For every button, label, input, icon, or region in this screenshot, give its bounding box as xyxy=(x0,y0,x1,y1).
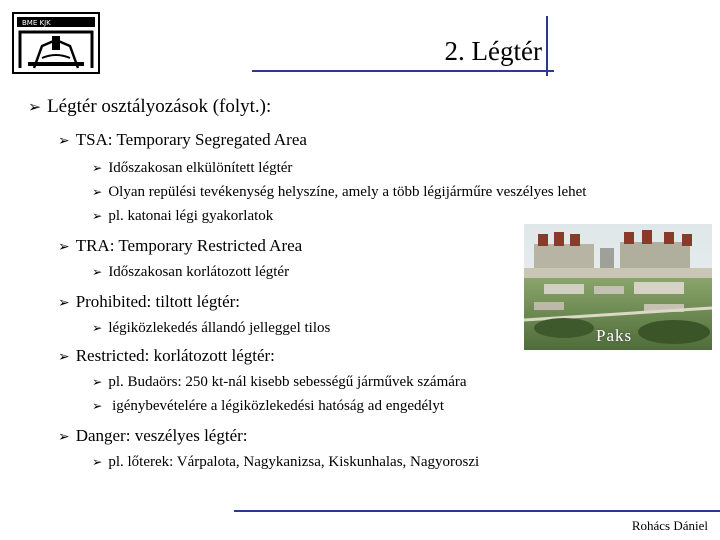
list-item xyxy=(92,454,479,471)
list-item xyxy=(58,292,240,312)
arrow-bullet-icon: ➢ xyxy=(92,375,103,389)
arrow-bullet-icon: ➢ xyxy=(58,429,70,445)
list-item xyxy=(92,184,586,201)
bullet-text: pl. Budaörs: 250 kt-nál kisebb sebességű járművek számára xyxy=(108,374,467,390)
list-item xyxy=(58,130,307,150)
list-item xyxy=(92,208,273,225)
list-item xyxy=(92,398,444,415)
list-item xyxy=(92,374,467,391)
arrow-bullet-icon: ➢ xyxy=(58,295,70,311)
arrow-bullet-icon: ➢ xyxy=(92,399,103,413)
list-item xyxy=(92,264,289,281)
arrow-bullet-icon: ➢ xyxy=(58,349,70,365)
author-name: Rohács Dániel xyxy=(631,518,708,533)
bullet-text: TSA: Temporary Segregated Area xyxy=(75,130,307,149)
bullet-text: TRA: Temporary Restricted Area xyxy=(75,236,303,255)
list-item xyxy=(58,346,275,366)
bullet-text: pl. katonai légi gyakorlatok xyxy=(108,208,274,224)
footer-rule xyxy=(234,510,720,512)
slide-title: 2. Légtér xyxy=(444,36,542,66)
arrow-bullet-icon: ➢ xyxy=(58,239,70,255)
arrow-bullet-icon: ➢ xyxy=(28,98,42,116)
bullet-text: légiközlekedés állandó jelleggel tilos xyxy=(108,320,331,336)
bullet-text: Danger: veszélyes légtér: xyxy=(75,426,248,445)
bullet-text: Prohibited: tiltott légtér: xyxy=(75,292,241,311)
arrow-bullet-icon: ➢ xyxy=(92,185,103,199)
bullet-text: Időszakosan korlátozott légtér xyxy=(108,264,290,280)
arrow-bullet-icon: ➢ xyxy=(92,161,103,175)
bullet-text: igénybevételére a légiközlekedési hatóság ad engedélyt xyxy=(108,398,444,414)
bullet-text: Időszakosan elkülönített légtér xyxy=(108,160,293,176)
arrow-bullet-icon: ➢ xyxy=(92,265,103,279)
bullet-text: Olyan repülési tevékenység helyszíne, amely a több légijárműre veszélyes lehet xyxy=(108,184,587,200)
list-item xyxy=(28,96,271,118)
logo-text: BME KJK xyxy=(22,19,51,27)
bullet-text: pl. lőterek: Várpalota, Nagykanizsa, Kiskunhalas, Nagyoroszi xyxy=(108,454,480,470)
arrow-bullet-icon: ➢ xyxy=(58,133,70,149)
arrow-bullet-icon: ➢ xyxy=(92,209,103,223)
list-item xyxy=(58,426,248,446)
arrow-bullet-icon: ➢ xyxy=(92,321,103,335)
list-item xyxy=(58,236,302,256)
bullet-text: Restricted: korlátozott légtér: xyxy=(75,346,275,365)
bullet-text: Légtér osztályozások (folyt.): xyxy=(47,96,272,117)
list-item xyxy=(92,320,330,337)
photo-caption: Paks xyxy=(596,326,633,345)
arrow-bullet-icon: ➢ xyxy=(92,455,103,469)
list-item xyxy=(92,160,292,177)
